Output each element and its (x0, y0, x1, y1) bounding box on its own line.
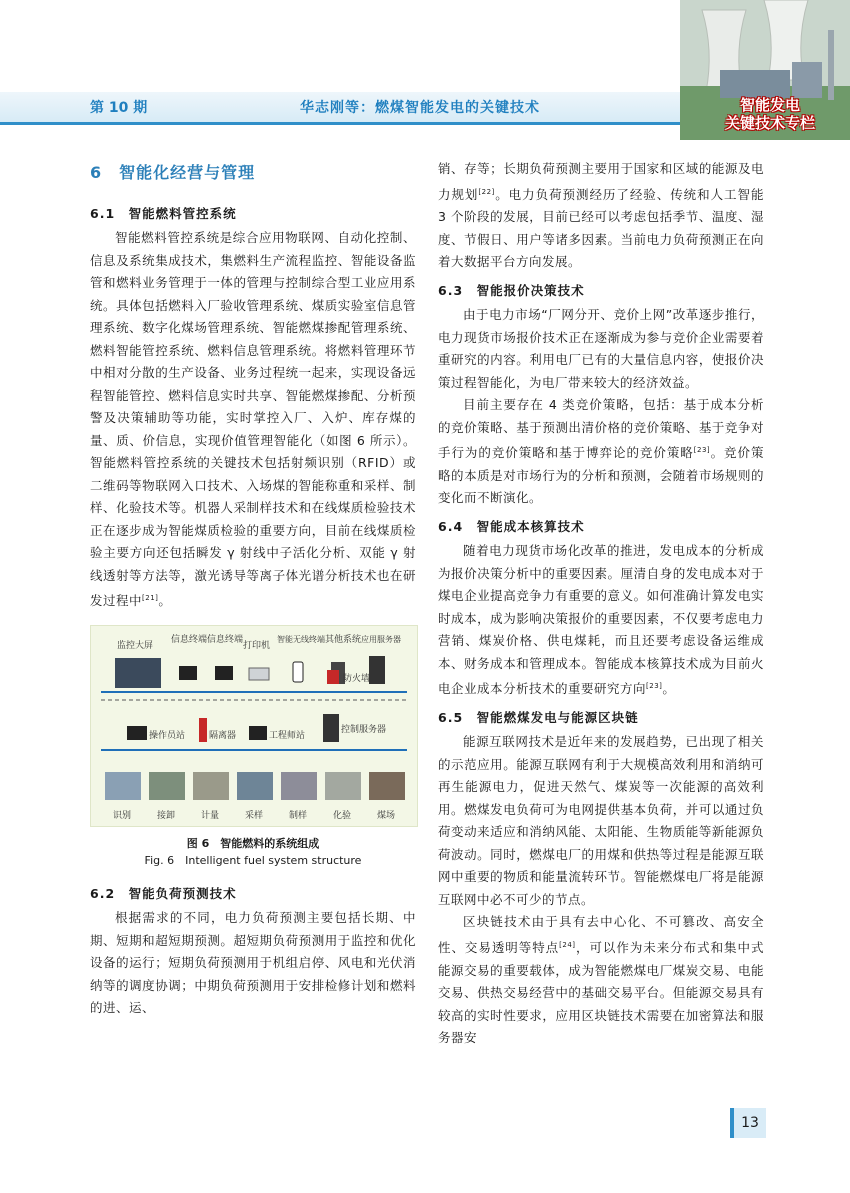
paragraph-6-5-1: 能源互联网技术是近年来的发展趋势，已出现了相关的示范应用。能源互联网有利于大规模高效利用和消纳可再生能源电力，促进天然气、煤炭等一次能源的高效利用。燃煤发电负荷可为电网提供基本负荷，并可以通过负荷变动来适应和消纳风能、太阳能、生物质能等新能源负荷波动。同时，燃煤电厂的用煤和供热等过程是能源互联网中重要的物质和能量流转环节。智能燃煤电厂将是能源互联网中必不可少的节点。 (438, 734, 764, 907)
paragraph-6-2: 根据需求的不同，电力负荷预测主要包括长期、中期、短期和超短期预测。超短期负荷预测用于监控和优化设备的运行；短期负荷预测用于机组启停、风电和光伏消纳等的调度协调；中期负荷预测用于安排检修计划和燃料的进、运、 (90, 910, 416, 1016)
field-photo-prepare (281, 772, 317, 800)
paragraph-6-1-end: 。 (158, 593, 172, 609)
field-photo-sample (237, 772, 273, 800)
section-number: 6 (90, 163, 103, 182)
issue-number: 第 10 期 (90, 100, 148, 116)
badge-line-1: 智能发电 (739, 96, 800, 114)
subsection-6-3-heading: 6.3 智能报价决策技术 (438, 282, 585, 298)
node-label-wireless: 智能无线终端 (277, 634, 325, 644)
paragraph-6-3-2 (438, 394, 764, 510)
firewall-icon (327, 670, 339, 684)
node-label-printer: 打印机 (243, 640, 271, 651)
header-rule (0, 122, 680, 125)
paragraph-6-5-2 (438, 911, 764, 1049)
section-heading (90, 162, 416, 185)
field-photo-measure (193, 772, 229, 800)
paragraph-6-1 (90, 227, 416, 613)
paragraph-6-4-text: 随着电力现货市场化改革的推进，发电成本的分析成为报价决策分析中的重要因素。厘清自身的发电成本对于煤电企业提高竞争力有重要的意义。如何准确计算发电实时成本，成为影响决策报价的重要因素，不仅要考虑电力营销、煤炭价格、供电煤耗，而且还要考虑设备运维成本、财务成本和管理成本。智能成本核算技术成为目前火电企业成本分析技术的重要研究方向 (438, 543, 764, 697)
field-label-prepare: 制样 (289, 810, 308, 821)
node-label-monitor-wall: 监控大屏 (117, 640, 154, 651)
paragraph-6-2-cont-text: 销、存等；长期负荷预测主要用于国家和区域的能源及电力规划 (438, 161, 764, 202)
operator-station-icon (127, 726, 147, 740)
control-server-icon (323, 714, 339, 742)
node-label-isolator: 隔离器 (209, 730, 237, 741)
node-label-engineer-station: 工程师站 (269, 730, 306, 741)
subsection-6-5-heading: 6.5 智能燃煤发电与能源区块链 (438, 709, 639, 725)
field-label-measure: 计量 (201, 810, 220, 821)
field-photo-unload (149, 772, 185, 800)
figure-caption-en: Fig. 6 Intelligent fuel system structure (144, 853, 362, 867)
figure-6-caption (90, 835, 416, 869)
section-title: 智能化经营与管理 (119, 163, 256, 182)
node-label-operator-station: 操作员站 (149, 730, 186, 741)
subsection-6-4-heading: 6.4 智能成本核算技术 (438, 518, 585, 534)
paragraph-6-2-cont-text-2: 。电力负荷预测经历了经验、传统和人工智能 3 个阶段的发展，目前已经可以考虑包括季节、温度、湿度、节假日、用户等诸多因素。当前电力负荷预测正在向着大数据平台方向发展。 (438, 186, 764, 270)
printer-icon (249, 668, 269, 680)
running-title: 华志刚等：燃煤智能发电的关键技术 (300, 100, 540, 116)
node-label-control-server: 控制服务器 (341, 724, 387, 735)
node-label-terminal-1: 信息终端 (171, 634, 208, 645)
node-label-terminal-2: 信息终端 (207, 634, 244, 645)
paragraph-6-4-end: 。 (662, 681, 676, 697)
node-label-app-server: 应用服务器 (361, 634, 401, 644)
figure-6 (90, 625, 418, 827)
field-label-lab: 化验 (333, 810, 352, 821)
badge-line-2: 关键技术专栏 (724, 114, 815, 132)
column-badge (700, 96, 840, 132)
field-photo-coal-yard (369, 772, 405, 800)
left-column (90, 158, 416, 1020)
isolator-icon (199, 718, 207, 742)
terminal-icon (215, 666, 233, 680)
paragraph-6-1-text: 智能燃料管控系统是综合应用物联网、自动化控制、信息及系统集成技术，集燃料生产流程监控、智能设备监管和燃料业务管理于一体的管理与控制综合型工业应用系统。具体包括燃料入厂验收管理系统、煤质实验室信息管理系统、数字化煤场管理系统、智能燃煤掺配管理系统、燃料智能管控系统、燃料信息管理系统。将燃料管理环节中相对分散的生产设备、业务过程统一起来，实现设备远程智能管控、燃料信息实时共享、智能燃煤掺配、分析预警及决策辅助等功能，实时掌控入厂、入炉、库存煤的量、质、价信息，实现价值管理智能化（如图 6 所示）。智能燃料管控系统的关键技术包括射频识别（RFID）或二维码等物联网入口技术、入场煤的智能称重和采样、制样、化验技术等。机器人采制样技术和在线煤质检验技术正在逐步成为智能煤质检验的重要方向，目前在线煤质检验主要方向还包括瞬发 γ 射线中子活化分析、双能 γ 射线透射等方法等，激光诱导等离子体光谱分析技术也在研发过程中 (90, 230, 416, 609)
terminal-icon (179, 666, 197, 680)
server-icon (369, 656, 385, 684)
field-label-sample: 采样 (245, 810, 264, 821)
monitor-wall-icon (115, 658, 161, 688)
subsection-6-2-heading: 6.2 智能负荷预测技术 (90, 885, 237, 901)
right-column (438, 158, 764, 1050)
field-photo-identify (105, 772, 141, 800)
field-photo-lab (325, 772, 361, 800)
field-label-unload: 接卸 (157, 810, 176, 821)
field-label-identify: 识别 (113, 810, 132, 821)
paragraph-6-3-2-end: 。竞价策略的本质是对市场行为的分析和预测，会随着市场规则的变化而不断演化。 (438, 445, 764, 506)
citation-21: [21] (142, 594, 159, 602)
paragraph-6-3-2-text: 目前主要存在 4 类竞价策略，包括：基于成本分析的竞价策略、基于预测出清价格的竞价策略、基于竞争对手行为的竞价策略和基于博弈论的竞价策略 (438, 397, 764, 461)
paragraph-6-3-1: 由于电力市场“厂网分开、竞价上网”改革逐步推行，电力现货市场报价技术正在逐渐成为参与竞价企业需要着重研究的内容。利用电厂已有的大量信息内容，使报价决策过程智能化，为电厂带来较大的经济效益。 (438, 307, 764, 390)
citation-23b: [23] (646, 682, 663, 691)
figure-caption-zh: 图 6 智能燃料的系统组成 (186, 836, 320, 850)
node-label-firewall: 防火墙 (343, 673, 371, 684)
engineer-station-icon (249, 726, 267, 740)
field-label-coal-yard: 煤场 (377, 810, 396, 821)
subsection-6-1-heading: 6.1 智能燃料管控系统 (90, 205, 237, 221)
node-label-other-systems: 其他系统 (325, 634, 362, 645)
paragraph-6-5-2-text: 区块链技术由于具有去中心化、不可篡改、高安全性、交易透明等特点 (438, 914, 764, 956)
paragraph-6-5-2-end: ，可以作为未来分布式和集中式能源交易的重要载体，成为智能燃煤电厂煤炭交易、电能交易、供热交易经营中的基础交易平台。但能源交易具有较高的实时性要求，应用区块链技术需要在加密算法和服务器安 (438, 940, 764, 1046)
paragraph-6-2-continued (438, 158, 764, 274)
page-header (0, 0, 850, 140)
citation-22: [22] (478, 187, 495, 196)
citation-23: [23] (693, 446, 711, 455)
phone-icon (293, 662, 303, 682)
fuel-system-diagram (91, 626, 417, 826)
citation-24: [24] (559, 940, 576, 949)
page-number: 13 (730, 1108, 766, 1138)
paragraph-6-4 (438, 540, 764, 701)
